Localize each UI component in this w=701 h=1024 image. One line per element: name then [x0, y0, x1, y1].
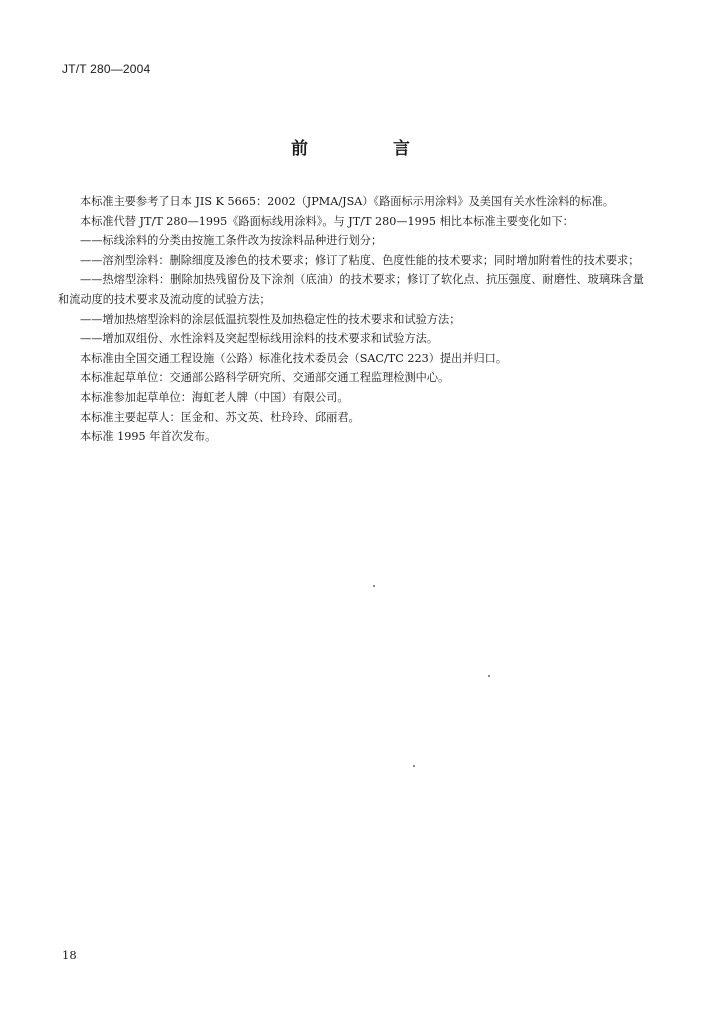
change-item-two-component: ——增加双组份、水性涂料及突起型标线用涂料的技术要求和试验方法。 — [80, 332, 439, 346]
foreword-body — [58, 192, 644, 447]
scan-speck — [488, 675, 490, 677]
paragraph-first-issue: 本标准 1995 年首次发布。 — [80, 430, 217, 444]
standard-code: JT/T 280—2004 — [62, 62, 151, 76]
paragraph-drafters: 本标准主要起草人：匡金和、苏文英、杜玲玲、邱丽君。 — [80, 410, 360, 424]
paragraph-participating-units: 本标准参加起草单位：海虹老人牌（中国）有限公司。 — [80, 390, 349, 404]
paragraph-reference-standards: 本标准主要参考了日本 JIS K 5665：2002（JPMA/JSA）《路面标示用涂料》及美国有关水性涂料的标准。 — [80, 195, 615, 208]
change-item-low-temp: ——增加热熔型涂料的涂层低温抗裂性及加热稳定性的技术要求和试验方法； — [80, 312, 461, 326]
scan-speck — [373, 585, 375, 587]
change-item-classification: ——标线涂料的分类由按施工条件改为按涂料品种进行划分； — [80, 234, 383, 248]
page-title: 前 言 — [291, 139, 444, 159]
paragraph-replaces: 本标准代替 JT/T 280—1995《路面标线用涂料》。与 JT/T 280—1995 相比本标准主要变化如下： — [80, 214, 574, 228]
paragraph-drafting-units: 本标准起草单位：交通部公路科学研究所、交通部交通工程监理检测中心。 — [80, 371, 450, 385]
scan-speck — [413, 765, 415, 767]
change-item-solvent: ——溶剂型涂料：删除细度及渗色的技术要求；修订了粘度、色度性能的技术要求；同时增加附着性的技术要求； — [80, 253, 640, 267]
change-item-hot-melt: ——热熔型涂料：删除加热残留份及下涂剂（底油）的技术要求；修订了软化点、抗压强度、耐磨性、玻璃珠含量和流动度的技术要求及流动度的试验方法； — [58, 273, 644, 306]
page-number: 18 — [62, 948, 77, 962]
paragraph-proposed-by: 本标准由全国交通工程设施（公路）标准化技术委员会（SAC/TC 223）提出并归口。 — [80, 351, 508, 365]
